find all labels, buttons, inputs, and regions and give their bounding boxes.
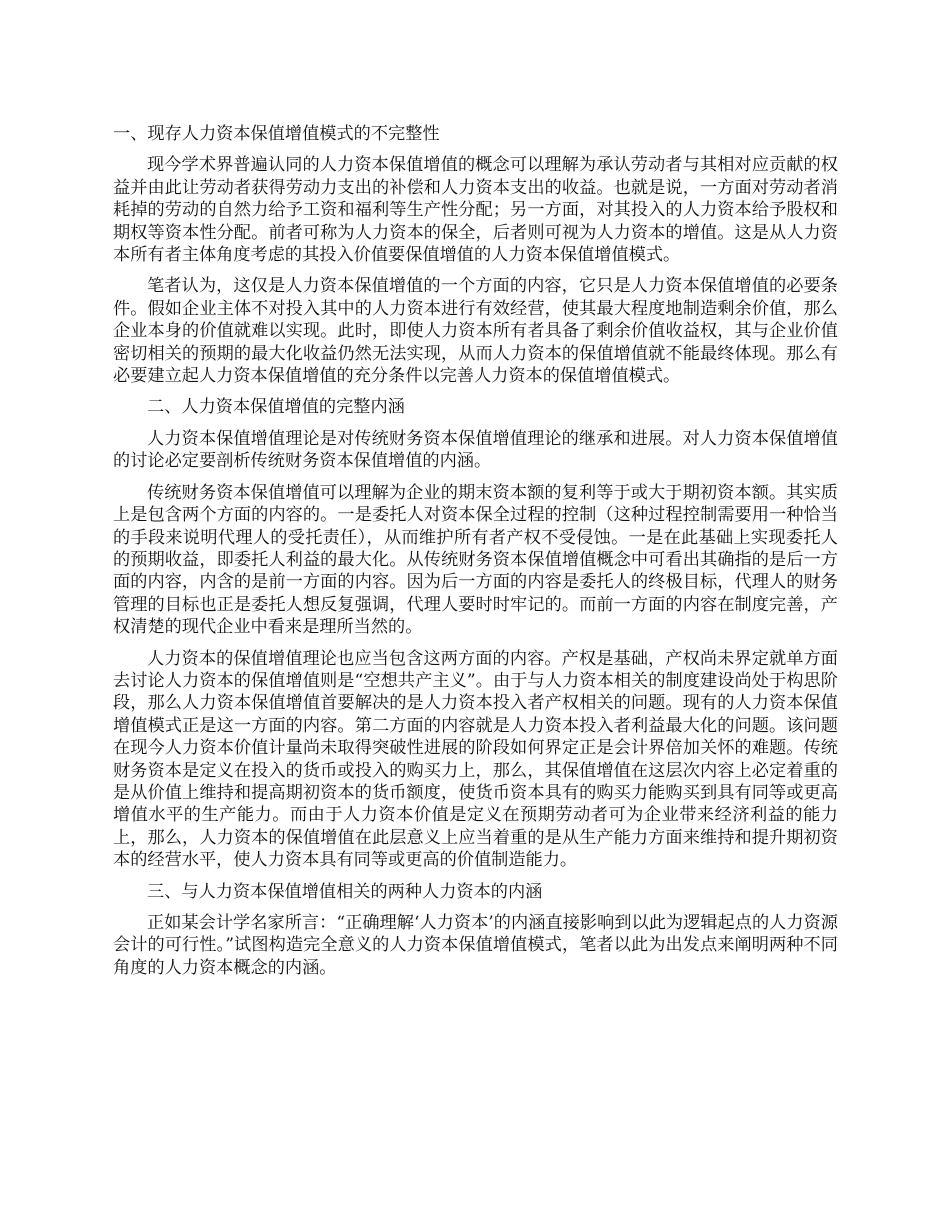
section-heading-3: 三、与人力资本保值增值相关的两种人力资本的内涵	[147, 881, 543, 902]
paragraph: 笔者认为，这仅是人力资本保值增值的一个方面的内容，它只是人力资本保值增值的必要条件。假如企业主体不对投入其中的人力资本进行有效经营，使其最大程度地制造剩余价值，那么企业本身的价值就难以实现。此时，即使人力资本所有者具备了剩余价值收益权，其与企业价值密切相关的预期的最大化收益仍然无法实现，从而人力资本的保值增值就不能最终体现。那么有必要建立起人力资本保值增值的充分条件以完善人力资本的保值增值模式。	[113, 276, 838, 387]
section-heading-2: 二、人力资本保值增值的完整内涵	[147, 397, 405, 418]
paragraph: 人力资本的保值增值理论也应当包含这两方面的内容。产权是基础，产权尚未界定就单方面去讨论人力资本的保值增值则是“空想共产主义”。由于与人力资本相关的制度建设尚处于构思阶段，那么人力资本保值增值首要解决的是人力资本投入者产权相关的问题。现有的人力资本保值增值模式正是这一方面的内容。第二方面的内容就是人力资本投入者利益最大化的问题。该问题在现今人力资本价值计量尚未取得突破性进展的阶段如何界定正是会计界倍加关怀的难题。传统财务资本是定义在投入的货币或投入的购买力上，那么，其保值增值在这层次内容上必定着重的是从价值上维持和提高期初资本的货币额度，使货币资本具有的购买力能购买到具有同等或更高增值水平的生产能力。而由于人力资本价值是定义在预期劳动者可为企业带来经济利益的能力上，那么，人力资本的保值增值在此层意义上应当着重的是从生产能力方面来维持和提升期初资本的经营水平，使人力资本具有同等或更高的价值制造能力。	[113, 648, 838, 871]
paragraph: 传统财务资本保值增值可以理解为企业的期末资本额的复利等于或大于期初资本额。其实质上是包含两个方面的内容的。一是委托人对资本保全过程的控制（这种过程控制需要用一种恰当的手段来说明代理人的受托责任），从而维护所有者产权不受侵蚀。一是在此基础上实现委托人的预期收益，即委托人利益的最大化。从传统财务资本保值增值概念中可看出其确指的是后一方面的内容，内含的是前一方面的内容。因为后一方面的内容是委托人的终极目标，代理人的财务管理的目标也正是委托人想反复强调，代理人要时时牢记的。而前一方面的内容在制度完善，产权清楚的现代企业中看来是理所当然的。	[113, 482, 838, 638]
paragraph: 正如某会计学名家所言：“正确理解‘人力资本’的内涵直接影响到以此为逻辑起点的人力资源会计的可行性。”试图构造完全意义的人力资本保值增值模式，笔者以此为出发点来阐明两种不同角度的人力资本概念的内涵。	[113, 913, 838, 978]
paragraph: 现今学术界普遍认同的人力资本保值增值的概念可以理解为承认劳动者与其相对应贡献的权益并由此让劳动者获得劳动力支出的补偿和人力资本支出的收益。也就是说，一方面对劳动者消耗掉的劳动的自然力给予工资和福利等生产性分配；另一方面，对其投入的人力资本给予股权和期权等资本性分配。前者可称为人力资本的保全，后者则可视为人力资本的增值。这是从人力资本所有者主体角度考虑的其投入价值要保值增值的人力资本保值增值模式。	[113, 155, 838, 266]
section-heading-1: 一、现存人力资本保值增值模式的不完整性	[113, 124, 440, 144]
document-body	[113, 123, 838, 988]
paragraph: 人力资本保值增值理论是对传统财务资本保值增值理论的继承和进展。对人力资本保值增值的讨论必定要剖析传统财务资本保值增值的内涵。	[113, 428, 838, 472]
